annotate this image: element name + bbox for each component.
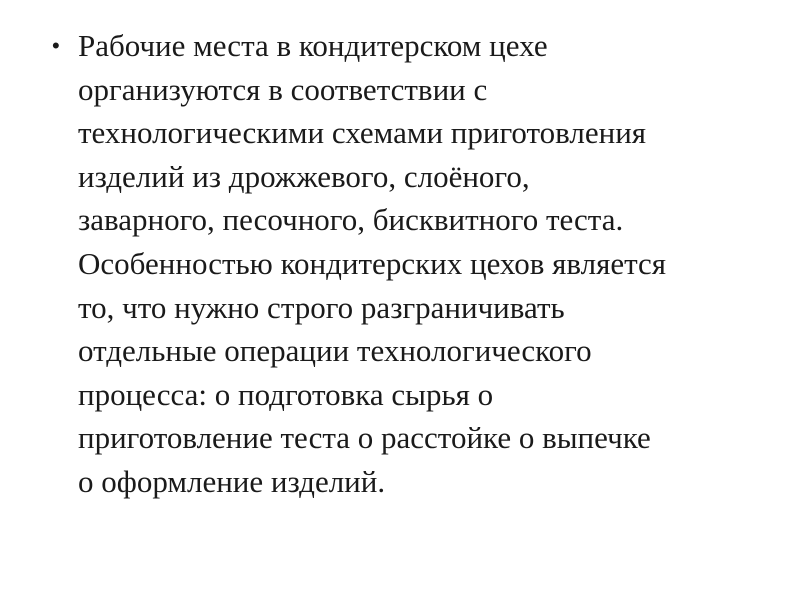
paragraph-line: изделий из дрожжевого, слоёного, [78, 158, 530, 194]
paragraph-line: Особенностью кондитерских цехов является [78, 245, 667, 281]
paragraph-line: технологическими схемами приготовления [78, 115, 647, 151]
paragraph-line: процесса: о подготовка сырья о [78, 376, 494, 412]
paragraph-line: отдельные операции технологического [78, 333, 592, 369]
bullet-item [52, 24, 772, 504]
bullet-list [52, 24, 772, 504]
paragraph-line: приготовление теста о расстойке о выпечке [78, 420, 651, 456]
bullet-icon: • [52, 33, 60, 58]
paragraph-line: о оформление изделий. [78, 463, 386, 499]
paragraph-line: то, что нужно строго разграничивать [78, 289, 565, 325]
paragraph-line: организуются в соответствии с [78, 71, 488, 107]
paragraph-line: Рабочие места в кондитерском цехе [78, 28, 548, 63]
paragraph-line: заварного, песочного, бисквитного теста. [78, 202, 624, 238]
